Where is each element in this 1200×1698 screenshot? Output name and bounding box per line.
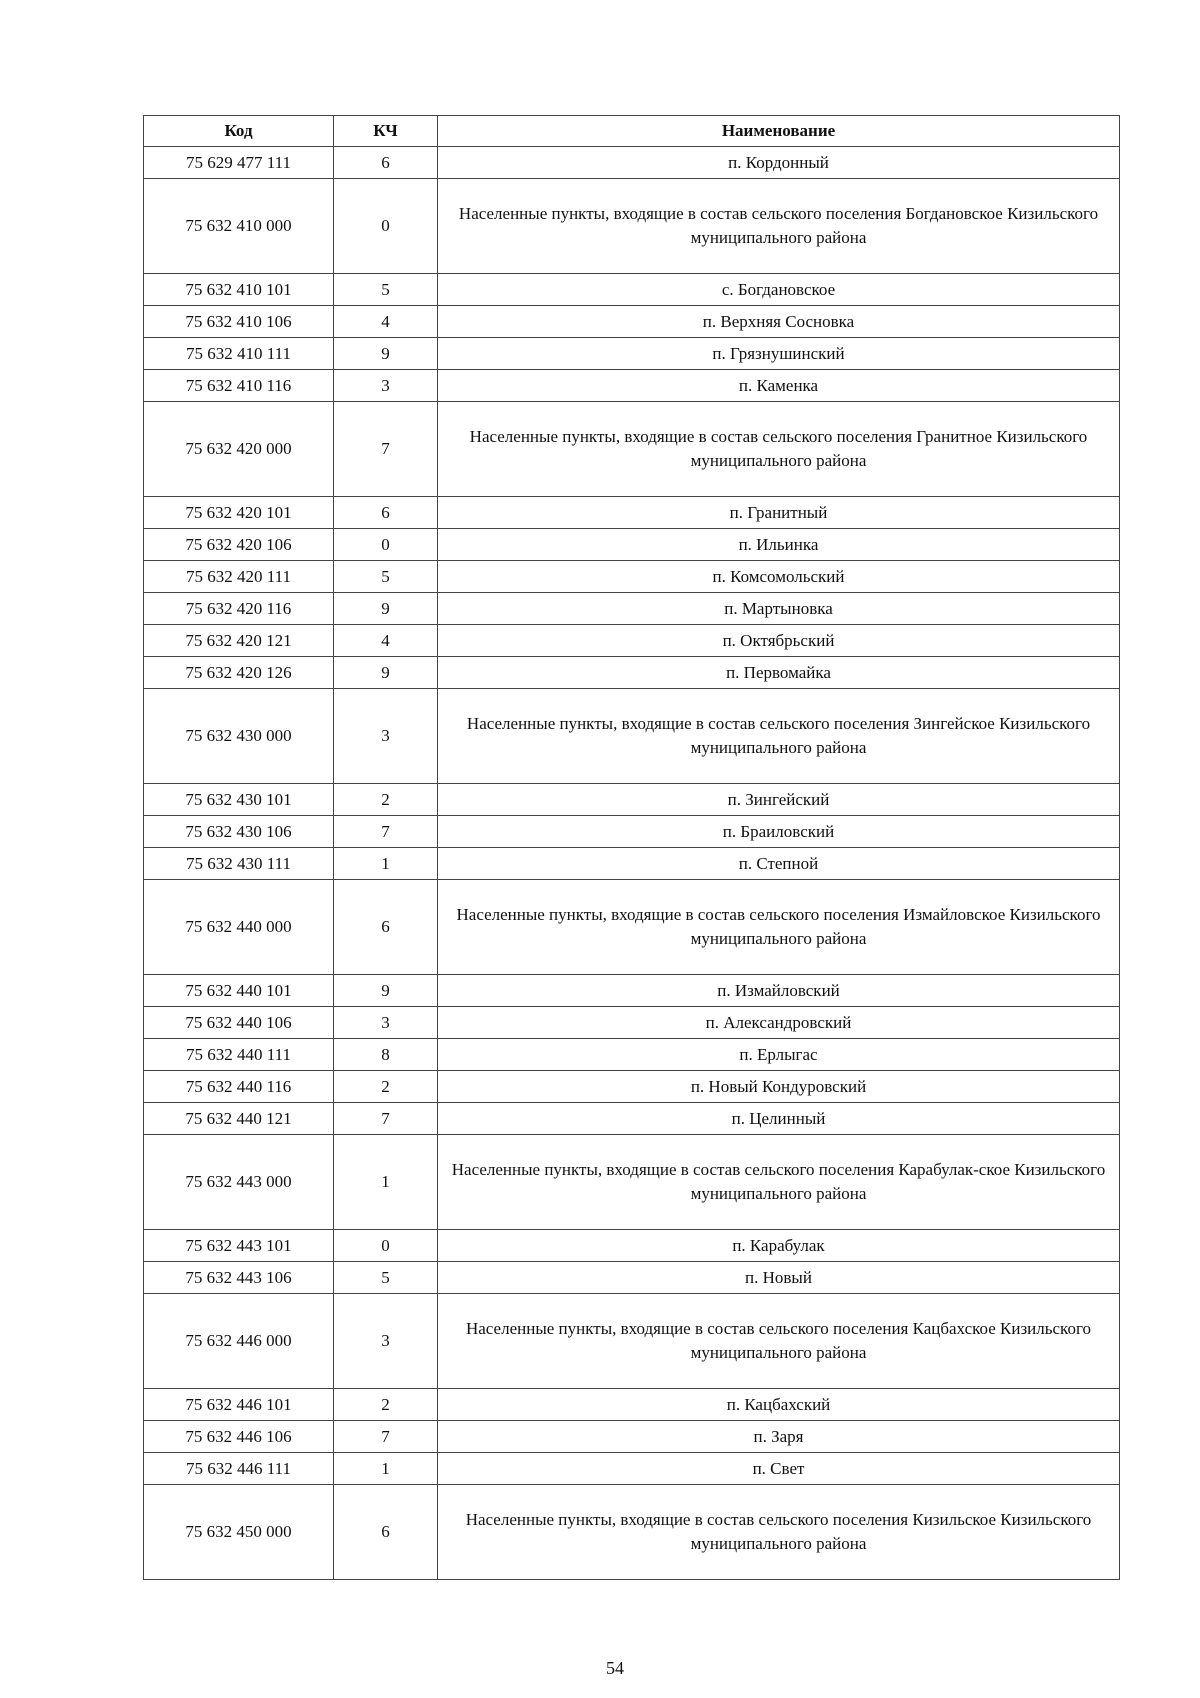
table-row [144,1262,1120,1294]
table-header-row [144,116,1120,147]
cell-code: 75 632 430 000 [144,689,334,784]
table-row [144,784,1120,816]
cell-kch: 6 [334,497,438,529]
cell-kch: 9 [334,657,438,689]
cell-code: 75 632 430 101 [144,784,334,816]
cell-kch: 7 [334,816,438,848]
header-kch: КЧ [334,116,438,147]
table-row-settlement-group [144,1485,1120,1580]
table-row-settlement-group [144,689,1120,784]
cell-name: Населенные пункты, входящие в состав сельского поселения Кизильское Кизильского муниципального района [438,1485,1120,1580]
cell-kch: 0 [334,529,438,561]
cell-name: п. Зингейский [438,784,1120,816]
cell-name: п. Карабулак [438,1230,1120,1262]
cell-name: Населенные пункты, входящие в состав сельского поселения Карабулак-ское Кизильского муниципального района [438,1135,1120,1230]
table-row-settlement-group [144,880,1120,975]
header-code: Код [144,116,334,147]
cell-kch: 2 [334,1389,438,1421]
cell-kch: 7 [334,1103,438,1135]
table-row [144,497,1120,529]
cell-kch: 0 [334,1230,438,1262]
cell-name: п. Грязнушинский [438,338,1120,370]
cell-name: п. Первомайка [438,657,1120,689]
cell-name: Населенные пункты, входящие в состав сельского поселения Кацбахское Кизильского муниципального района [438,1294,1120,1389]
table-row-settlement-group [144,402,1120,497]
table-row [144,1071,1120,1103]
cell-code: 75 632 450 000 [144,1485,334,1580]
cell-code: 75 632 430 111 [144,848,334,880]
cell-code: 75 632 440 101 [144,975,334,1007]
cell-code: 75 629 477 111 [144,147,334,179]
cell-name: Населенные пункты, входящие в состав сельского поселения Измайловское Кизильского муниципального района [438,880,1120,975]
table-row-settlement-group [144,179,1120,274]
cell-kch: 5 [334,561,438,593]
cell-kch: 7 [334,402,438,497]
table-row [144,975,1120,1007]
cell-name: Населенные пункты, входящие в состав сельского поселения Богдановское Кизильского муниципального района [438,179,1120,274]
cell-kch: 6 [334,1485,438,1580]
cell-kch: 1 [334,1453,438,1485]
cell-name: Населенные пункты, входящие в состав сельского поселения Зингейское Кизильского муниципального района [438,689,1120,784]
cell-name: п. Верхняя Сосновка [438,306,1120,338]
cell-name: п. Каменка [438,370,1120,402]
cell-code: 75 632 420 111 [144,561,334,593]
table-row [144,274,1120,306]
cell-code: 75 632 420 000 [144,402,334,497]
table-row [144,1389,1120,1421]
table-row [144,147,1120,179]
cell-kch: 1 [334,848,438,880]
cell-code: 75 632 443 000 [144,1135,334,1230]
cell-name: п. Степной [438,848,1120,880]
cell-name: п. Свет [438,1453,1120,1485]
cell-name: п. Октябрьский [438,625,1120,657]
table-row [144,848,1120,880]
cell-code: 75 632 443 106 [144,1262,334,1294]
table-row [144,306,1120,338]
cell-kch: 5 [334,1262,438,1294]
cell-code: 75 632 420 121 [144,625,334,657]
cell-name: п. Кацбахский [438,1389,1120,1421]
cell-kch: 2 [334,784,438,816]
cell-code: 75 632 420 116 [144,593,334,625]
cell-name: п. Мартыновка [438,593,1120,625]
cell-kch: 3 [334,1007,438,1039]
cell-kch: 6 [334,880,438,975]
cell-code: 75 632 446 101 [144,1389,334,1421]
cell-kch: 1 [334,1135,438,1230]
header-name: Наименование [438,116,1120,147]
cell-kch: 6 [334,147,438,179]
cell-kch: 7 [334,1421,438,1453]
cell-code: 75 632 420 126 [144,657,334,689]
cell-name: п. Гранитный [438,497,1120,529]
cell-name: п. Кордонный [438,147,1120,179]
table-row-settlement-group [144,1294,1120,1389]
cell-code: 75 632 410 000 [144,179,334,274]
cell-name: с. Богдановское [438,274,1120,306]
cell-kch: 4 [334,625,438,657]
table-row [144,657,1120,689]
table-row [144,1453,1120,1485]
cell-code: 75 632 440 000 [144,880,334,975]
table-row [144,593,1120,625]
table-row [144,625,1120,657]
cell-kch: 3 [334,1294,438,1389]
cell-name: п. Целинный [438,1103,1120,1135]
table-row [144,1039,1120,1071]
cell-code: 75 632 420 101 [144,497,334,529]
cell-code: 75 632 443 101 [144,1230,334,1262]
page-number: 54 [606,1658,624,1678]
table-row [144,1007,1120,1039]
cell-kch: 9 [334,593,438,625]
table-row [144,338,1120,370]
table-row [144,1230,1120,1262]
cell-code: 75 632 446 111 [144,1453,334,1485]
table-body [144,147,1120,1580]
cell-code: 75 632 410 111 [144,338,334,370]
cell-code: 75 632 410 101 [144,274,334,306]
cell-kch: 9 [334,338,438,370]
settlement-code-table [143,115,1120,1580]
cell-name: Населенные пункты, входящие в состав сельского поселения Гранитное Кизильского муниципального района [438,402,1120,497]
table-row [144,561,1120,593]
cell-kch: 9 [334,975,438,1007]
cell-code: 75 632 440 106 [144,1007,334,1039]
cell-kch: 3 [334,370,438,402]
cell-name: п. Новый [438,1262,1120,1294]
cell-kch: 8 [334,1039,438,1071]
cell-name: п. Заря [438,1421,1120,1453]
cell-code: 75 632 440 111 [144,1039,334,1071]
table-row-settlement-group [144,1135,1120,1230]
cell-name: п. Ерлыгас [438,1039,1120,1071]
cell-kch: 5 [334,274,438,306]
table-row [144,816,1120,848]
cell-kch: 2 [334,1071,438,1103]
cell-name: п. Новый Кондуровский [438,1071,1120,1103]
cell-code: 75 632 420 106 [144,529,334,561]
cell-kch: 0 [334,179,438,274]
table-row [144,1103,1120,1135]
table-row [144,529,1120,561]
cell-name: п. Комсомольский [438,561,1120,593]
table-row [144,370,1120,402]
cell-name: п. Измайловский [438,975,1120,1007]
cell-code: 75 632 410 116 [144,370,334,402]
cell-code: 75 632 440 121 [144,1103,334,1135]
table-row [144,1421,1120,1453]
cell-name: п. Браиловский [438,816,1120,848]
cell-code: 75 632 430 106 [144,816,334,848]
cell-name: п. Ильинка [438,529,1120,561]
cell-name: п. Александровский [438,1007,1120,1039]
cell-code: 75 632 446 000 [144,1294,334,1389]
cell-code: 75 632 410 106 [144,306,334,338]
cell-kch: 4 [334,306,438,338]
cell-code: 75 632 440 116 [144,1071,334,1103]
cell-kch: 3 [334,689,438,784]
cell-code: 75 632 446 106 [144,1421,334,1453]
